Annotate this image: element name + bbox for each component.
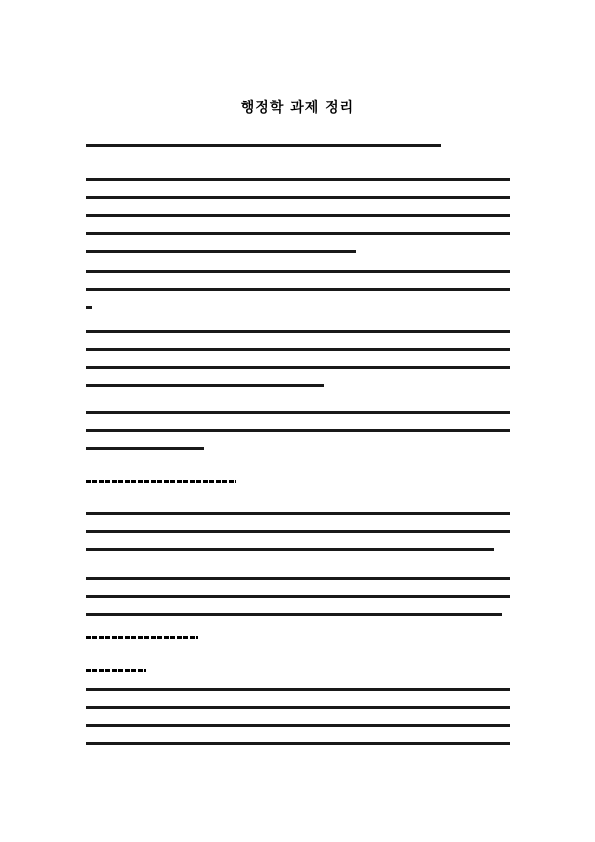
paragraph-1 (86, 178, 510, 268)
text-line (86, 232, 510, 235)
section-heading-1 (86, 480, 236, 483)
text-line (86, 178, 510, 181)
text-line (86, 530, 510, 533)
text-line (86, 288, 510, 291)
text-line (86, 724, 510, 727)
text-line (86, 306, 92, 309)
text-line (86, 595, 510, 598)
text-line (86, 447, 204, 450)
paragraph-7 (86, 688, 510, 760)
text-line (86, 330, 510, 333)
text-line (86, 366, 510, 369)
text-line (86, 613, 502, 616)
text-line (86, 548, 494, 551)
text-line (86, 348, 510, 351)
paragraph-4 (86, 411, 510, 465)
page-title: 행정학 과제 정리 (240, 100, 355, 116)
text-line (86, 742, 510, 745)
section-heading-2 (86, 636, 198, 639)
intro-line (86, 144, 510, 162)
text-line (86, 577, 510, 580)
text-line (86, 270, 510, 273)
paragraph-3 (86, 330, 510, 402)
text-line (86, 429, 510, 432)
text-line (86, 512, 510, 515)
paragraph-6 (86, 577, 510, 631)
text-line (86, 144, 441, 147)
sub-heading (86, 669, 146, 672)
text-line (86, 706, 510, 709)
paragraph-5 (86, 512, 510, 566)
paragraph-2 (86, 270, 510, 324)
text-line (86, 250, 356, 253)
text-line (86, 196, 510, 199)
text-line (86, 384, 324, 387)
text-line (86, 688, 510, 691)
text-line (86, 411, 510, 414)
text-line (86, 214, 510, 217)
